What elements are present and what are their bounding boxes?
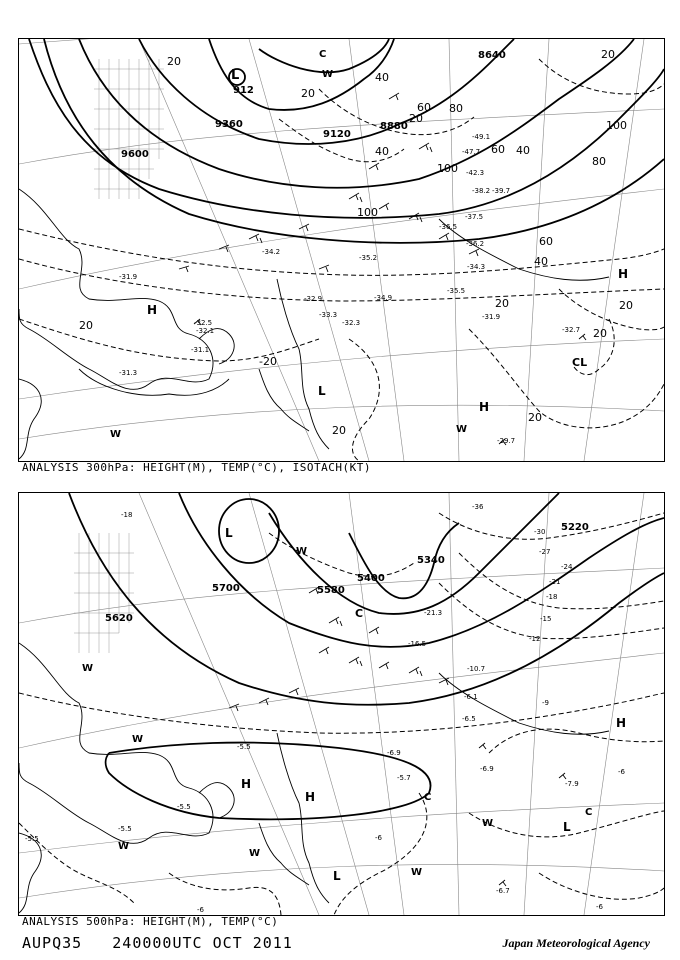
map-300hpa	[18, 38, 665, 462]
temperature-label: -35.5	[447, 287, 466, 295]
height-contour-label: 8880	[380, 121, 408, 132]
temperature-label: -32.9	[304, 295, 323, 303]
height-contour-label: 5400	[357, 573, 385, 584]
height-contour-label: 9120	[323, 129, 351, 140]
height-contours	[69, 493, 664, 819]
temperature-label: -21.3	[424, 609, 443, 617]
height-contour-label: 9600	[121, 149, 149, 160]
isotach-label: 40	[516, 144, 530, 157]
caption-300hpa: ANALYSIS 300hPa: HEIGHT(M), TEMP(°C), ISOTACH(KT)	[22, 461, 372, 474]
temperature-label: -33.3	[319, 311, 338, 319]
isotach-label: 20	[601, 48, 615, 61]
temperature-label: -6.5	[462, 715, 476, 723]
pressure-system-label: W	[322, 69, 334, 80]
map-500hpa	[18, 492, 665, 916]
temperature-label: -6.9	[480, 765, 494, 773]
height-contour-label: 5340	[417, 555, 445, 566]
temperature-label: -29.7	[497, 437, 516, 445]
pressure-system-label: H	[616, 716, 627, 730]
temperature-label: -34.9	[374, 294, 393, 302]
pressure-system-label: H	[147, 303, 158, 317]
temperature-label: -32.5	[194, 319, 213, 327]
map-300hpa-canvas	[19, 39, 664, 461]
temperature-label: -6	[618, 768, 625, 776]
temperature-label: -35.2	[359, 254, 378, 262]
temperature-label: -36	[472, 503, 484, 511]
isotach-label: 40	[375, 71, 389, 84]
pressure-system-label: W	[482, 818, 494, 829]
temperature-label: -34.3	[467, 263, 486, 271]
height-contour-label: 5620	[105, 613, 133, 624]
temperature-label: -6	[596, 903, 603, 911]
temperature-label: -31.3	[119, 369, 138, 377]
coastline	[19, 643, 609, 913]
pressure-system-label: C	[319, 49, 327, 60]
isotach-label: 80	[449, 102, 463, 115]
isotach-label: 80	[592, 155, 606, 168]
temperature-label: -5.7	[397, 774, 411, 782]
agency-name: Japan Meteorological Agency	[502, 936, 650, 950]
temperature-label: -16.5	[408, 640, 427, 648]
pressure-system-label: L	[225, 526, 233, 540]
temperature-label: -34.2	[262, 248, 281, 256]
isotach-label: 20	[593, 327, 607, 340]
map-500hpa-canvas	[19, 493, 664, 915]
height-contour-label: 8640	[478, 50, 506, 61]
caption-500hpa: ANALYSIS 500hPa: HEIGHT(M), TEMP(°C)	[22, 915, 279, 928]
pressure-system-label: W	[456, 424, 468, 435]
temperature-label: -30	[534, 528, 546, 536]
temperature-label: -6.9	[387, 749, 401, 757]
isotach-label: 60	[417, 101, 431, 114]
isotach-label: 20	[528, 411, 542, 424]
wind-barbs	[229, 587, 566, 886]
isotach-contours	[19, 59, 664, 461]
isotach-label: 60	[491, 143, 505, 156]
temperature-label: -18	[121, 511, 133, 519]
pressure-system-label: W	[110, 429, 122, 440]
pressure-system-label: L	[333, 869, 341, 883]
pressure-system-label: W	[118, 841, 130, 852]
isotach-label: 100	[606, 119, 627, 132]
isotach-label: 20	[332, 424, 346, 437]
pressure-system-label: C	[585, 807, 593, 818]
height-contours	[29, 39, 664, 243]
temperature-label: -15	[540, 615, 552, 623]
temperature-label: -36.5	[439, 223, 458, 231]
pressure-system-label: W	[249, 848, 261, 859]
temperature-label: -21	[549, 578, 561, 586]
temperature-label: -32.7	[562, 326, 581, 334]
isotach-label: 40	[375, 145, 389, 158]
isotach-label: 60	[539, 235, 553, 248]
temperature-label: -18	[546, 593, 558, 601]
temperature-label: -32.3	[342, 319, 361, 327]
temperature-label: -5.5	[177, 803, 191, 811]
temperature-label: -31.9	[119, 273, 138, 281]
height-contour-label: 912	[233, 85, 254, 96]
temperature-label: -5.5	[118, 825, 132, 833]
temperature-label: -6.7	[496, 887, 510, 895]
temperature-label: -12	[529, 635, 541, 643]
temperature-label: -38.2	[472, 187, 491, 195]
isotach-label: 20	[167, 55, 181, 68]
isotach-label: -20	[259, 355, 277, 368]
pressure-system-label: C	[355, 607, 364, 620]
pressure-system-label: W	[296, 546, 308, 557]
pressure-system-label: L	[563, 820, 571, 834]
pressure-system-label: CL	[572, 356, 588, 369]
pressure-system-label: W	[82, 663, 94, 674]
pressure-system-label: L	[318, 384, 326, 398]
pressure-system-label: W	[132, 734, 144, 745]
temperature-label: -31.1	[191, 346, 210, 354]
isotach-label: 100	[437, 162, 458, 175]
coastline	[19, 189, 609, 459]
isotach-label: 20	[409, 112, 423, 125]
temperature-label: -5.5	[237, 743, 251, 751]
map-labels	[79, 48, 633, 445]
temperature-label: -27	[539, 548, 551, 556]
temperature-label: -6	[197, 906, 204, 914]
isotach-label: 20	[301, 87, 315, 100]
temperature-label: -36.2	[466, 240, 485, 248]
temperature-label: -6	[375, 834, 382, 842]
temperature-label: -32.1	[196, 327, 215, 335]
height-contour-label: 9360	[215, 119, 243, 130]
temperature-label: -7.9	[565, 780, 579, 788]
temperature-label: -24	[561, 563, 573, 571]
isotach-label: 40	[534, 255, 548, 268]
isotach-label: 100	[357, 206, 378, 219]
temperature-label: -49.1	[472, 133, 491, 141]
temperature-label: -10.7	[467, 665, 486, 673]
pressure-system-label: C	[424, 792, 432, 803]
height-contour-label: 5220	[561, 522, 589, 533]
height-contour-label: 5580	[317, 585, 345, 596]
height-contour-label: 5700	[212, 583, 240, 594]
isotach-label: 20	[619, 299, 633, 312]
temperature-label: -9	[542, 699, 549, 707]
temperature-label: -42.3	[466, 169, 485, 177]
temperature-label: -39.7	[492, 187, 511, 195]
pressure-system-label: L	[231, 68, 240, 83]
temperature-label: -5.5	[25, 835, 39, 843]
pressure-system-label: H	[618, 267, 629, 281]
pressure-system-label: W	[411, 867, 423, 878]
temperature-label: -6.1	[464, 693, 478, 701]
isotach-label: 20	[495, 297, 509, 310]
hatched-area	[74, 533, 134, 653]
isotach-label: 20	[79, 319, 93, 332]
pressure-system-label: H	[305, 790, 316, 804]
bulletin-code: AUPQ35 240000UTC OCT 2011	[22, 934, 293, 952]
pressure-system-label: H	[241, 777, 252, 791]
temperature-label: -31.9	[482, 313, 501, 321]
pressure-system-label: H	[479, 400, 490, 414]
temperature-label: -37.5	[465, 213, 484, 221]
temperature-label: -47.7	[462, 148, 481, 156]
